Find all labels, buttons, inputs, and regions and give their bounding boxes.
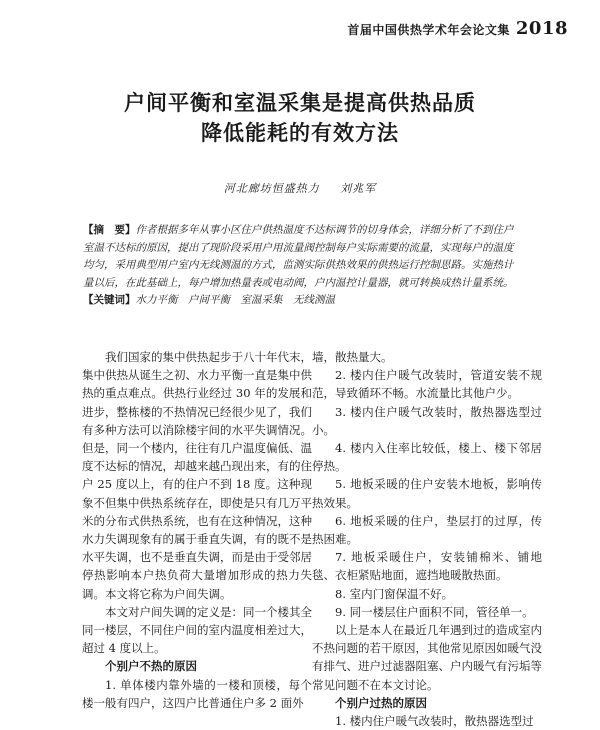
cause-item-2: 2. 楼内住户暖气改装时，管道安装不规范，导致循环不畅。水流量比其他户少。 xyxy=(312,368,542,401)
continued-paragraph: 墙，散热量大。 xyxy=(312,350,393,364)
cause-item-4: 4. 楼内入住率比较低，楼上、楼下邻居停热。 xyxy=(312,441,542,474)
proceedings-title: 首届中国供热学术年会论文集 xyxy=(347,23,510,37)
author-name: 刘兆军 xyxy=(340,182,377,195)
body-right-column xyxy=(312,348,542,730)
keywords-label: 【关键词】 xyxy=(83,294,136,306)
cause-item-6: 6. 地板采暖的住户，垫层打的过厚，传热困难。 xyxy=(312,513,542,547)
cause-item-1: 1. 单体楼内靠外墙的一楼和顶楼，每个楼一般有四户，这四户比普通住户多 2 面外 xyxy=(82,677,312,710)
intro-paragraph: 我们国家的集中供热起步于八十年代末，集中供热从诞生之初、水力平衡一直是集中供热的重点难点。供热行业经过 30 年的发展和进步，整栋楼的不热情况已经很少见了，我们有多种方法可以消除楼宇间的水平失调情况。但是，同一个楼内，往往有几户温度偏低、温度不达标的情况，却越来越凸现出来，有的住户 25 度以上，有的住户不到 18 度。这种现象不但集中供热系统存在，即使是只有几万平米的分布式供热系统，也有在这种情况，这种水力失调现象有的属于垂直失调，有的既不是水平失调，也不是垂直失调，而是由于受邻居停热影响本户热负荷大量增加形成的热力失调。本文将它称为户间失调。 xyxy=(82,350,312,601)
overheat-item-1: 1. 楼内住户暖气改装时，散热器选型过 xyxy=(335,714,534,729)
title-line-1: 户间平衡和室温采集是提高供热品质 xyxy=(124,90,476,115)
affiliation-line xyxy=(0,180,600,196)
abstract-label: 【摘 要】 xyxy=(83,224,136,236)
proceedings-year: 2018 xyxy=(515,18,568,39)
cause-item-8: 8. 室内门窗保温不好。 xyxy=(335,586,454,601)
paper-title xyxy=(0,88,600,148)
definition-paragraph: 本文对户间失调的定义是：同一个楼其全同一楼层，不同住户间的室内温度相差过大，超过 4 度以上。 xyxy=(82,604,312,656)
section-heading-overheating: 个别户过热的原因 xyxy=(335,695,427,710)
keywords-paragraph xyxy=(83,292,523,310)
abstract-text: 作者根据多年从事小区住户供热温度不达标调节的切身体会，详细分析了不到住户室温不达标的原因，提出了现阶段采用户用流量阀控制每户实际需要的流量，实现每户的温度均匀，采用典型用户室内无线测温的方式，监测实际供热效果的供热运行控制思路。实施热计量以后，在此基础上，每户增加热量表或电动阀，户内温控计量器，就可转换成热计量系统。 xyxy=(83,224,514,289)
body-left-column xyxy=(82,348,312,712)
affiliation-org: 河北廊坊恒盛热力 xyxy=(223,182,320,195)
keywords-text: 水力平衡 户间平衡 室温采集 无线测温 xyxy=(135,294,335,306)
cause-item-9: 9. 同一楼层住户面积不同，管径单一。 xyxy=(335,604,534,619)
abstract-block xyxy=(83,222,523,310)
section-heading-underheating: 个别户不热的原因 xyxy=(105,659,197,674)
cause-item-5: 5. 地板采暖的住户安装木地板，影响传热效果。 xyxy=(312,477,542,510)
cause-item-3: 3. 楼内住户暖气改装时，散热器选型过小。 xyxy=(312,404,542,437)
abstract-paragraph xyxy=(83,222,523,292)
title-line-2: 降低能耗的有效方法 xyxy=(201,120,399,145)
cause-item-7: 7. 地板采暖住户，安装铺棉米、铺地毯、衣柜紧贴地面，遮挡地暖散热面。 xyxy=(312,550,542,583)
summary-paragraph: 以上是本人在最近几年遇到过的造成室内不热问题的若干原因，其他常见原因如暖气没有排气、进户过滤器阻塞、户内暖气有污垢等常见问题不在本文讨论。 xyxy=(312,623,542,692)
running-header xyxy=(347,18,568,39)
